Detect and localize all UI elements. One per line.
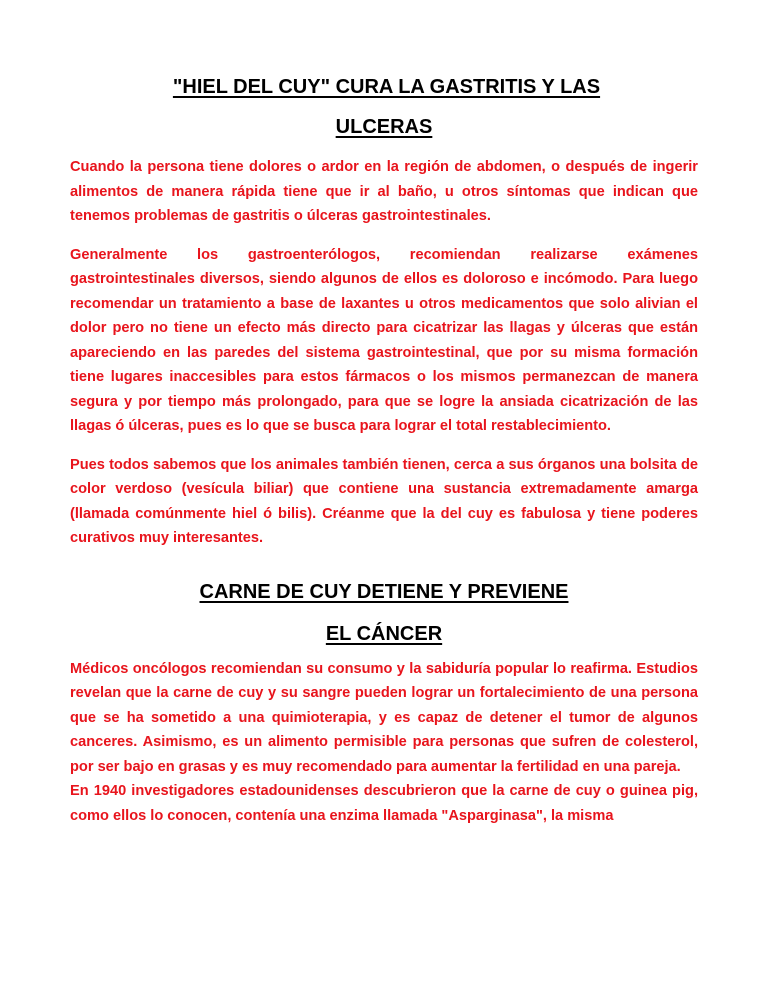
section-title-line-2 bbox=[70, 617, 698, 651]
section-title-text: CARNE DE CUY DETIENE Y PREVIENE bbox=[199, 580, 569, 603]
section-title-line-2 bbox=[70, 110, 698, 144]
section-gastritis bbox=[70, 70, 698, 144]
section-title-text: ULCERAS bbox=[335, 116, 433, 138]
section-title-text: EL CÁNCER bbox=[325, 622, 443, 645]
section-cancer bbox=[70, 575, 698, 651]
paragraph-asparginase: En 1940 investigadores estadounidenses descubrieron que la carne de cuy o guinea pig, como ellos lo conocen, contenía una enzima llamada "Asparginasa", la misma bbox=[70, 783, 698, 824]
paragraph-symptoms: Cuando la persona tiene dolores o ardor en la región de abdomen, o después de ingerir alimentos de manera rápida tiene que ir al baño, u otros síntomas que indican que tenemos problemas de gastritis o úlceras gastrointestinales. bbox=[70, 159, 698, 224]
section-title-text: "HIEL DEL CUY" CURA LA GASTRITIS Y LAS bbox=[172, 76, 601, 98]
paragraph-oncologists: Médicos oncólogos recomiendan su consumo y la sabiduría popular lo reafirma. Estudios revelan que la carne de cuy y su sangre pueden lograr un fortalecimiento de una persona que se ha sometido a una quimioterapia, y es capaz de detener el tumor de algunos canceres. Asimismo, es un alimento permisible para personas que sufren de colesterol, por ser bajo en grasas y es muy recomendado para aumentar la fertilidad en una pareja. bbox=[70, 660, 698, 775]
paragraph-bile: Pues todos sabemos que los animales también tienen, cerca a sus órganos una bolsita de color verdoso (vesícula biliar) que contiene una sustancia extremadamente amarga (llamada comúnmente hiel ó bilis). Créanme que la del cuy es fabulosa y tiene poderes curativos muy interesantes. bbox=[70, 456, 698, 546]
paragraph-gastroenterologists: Generalmente los gastroenterólogos, recomiendan realizarse exámenes gastrointestinales diversos, siendo algunos de ellos es doloroso e incómodo. Para luego recomendar un tratamiento a base de laxantes u otros medicamentos que solo alivian el dolor pero no tiene un efecto más directo para cicatrizar las llagas y úlceras que están apareciendo en las paredes del sistema gastrointestinal, que por su misma formación tiene lugares inaccesibles para estos fármacos o los mismos permanezcan de manera segura y por tiempo más prolongado, para que se logre la ansiada cicatrización de las llagas ó úlceras, pues es lo que se busca para lograr el total restablecimiento. bbox=[70, 246, 698, 434]
section-title-line-1 bbox=[70, 70, 698, 104]
document-page bbox=[70, 70, 698, 828]
section-title-line-1 bbox=[70, 575, 698, 609]
